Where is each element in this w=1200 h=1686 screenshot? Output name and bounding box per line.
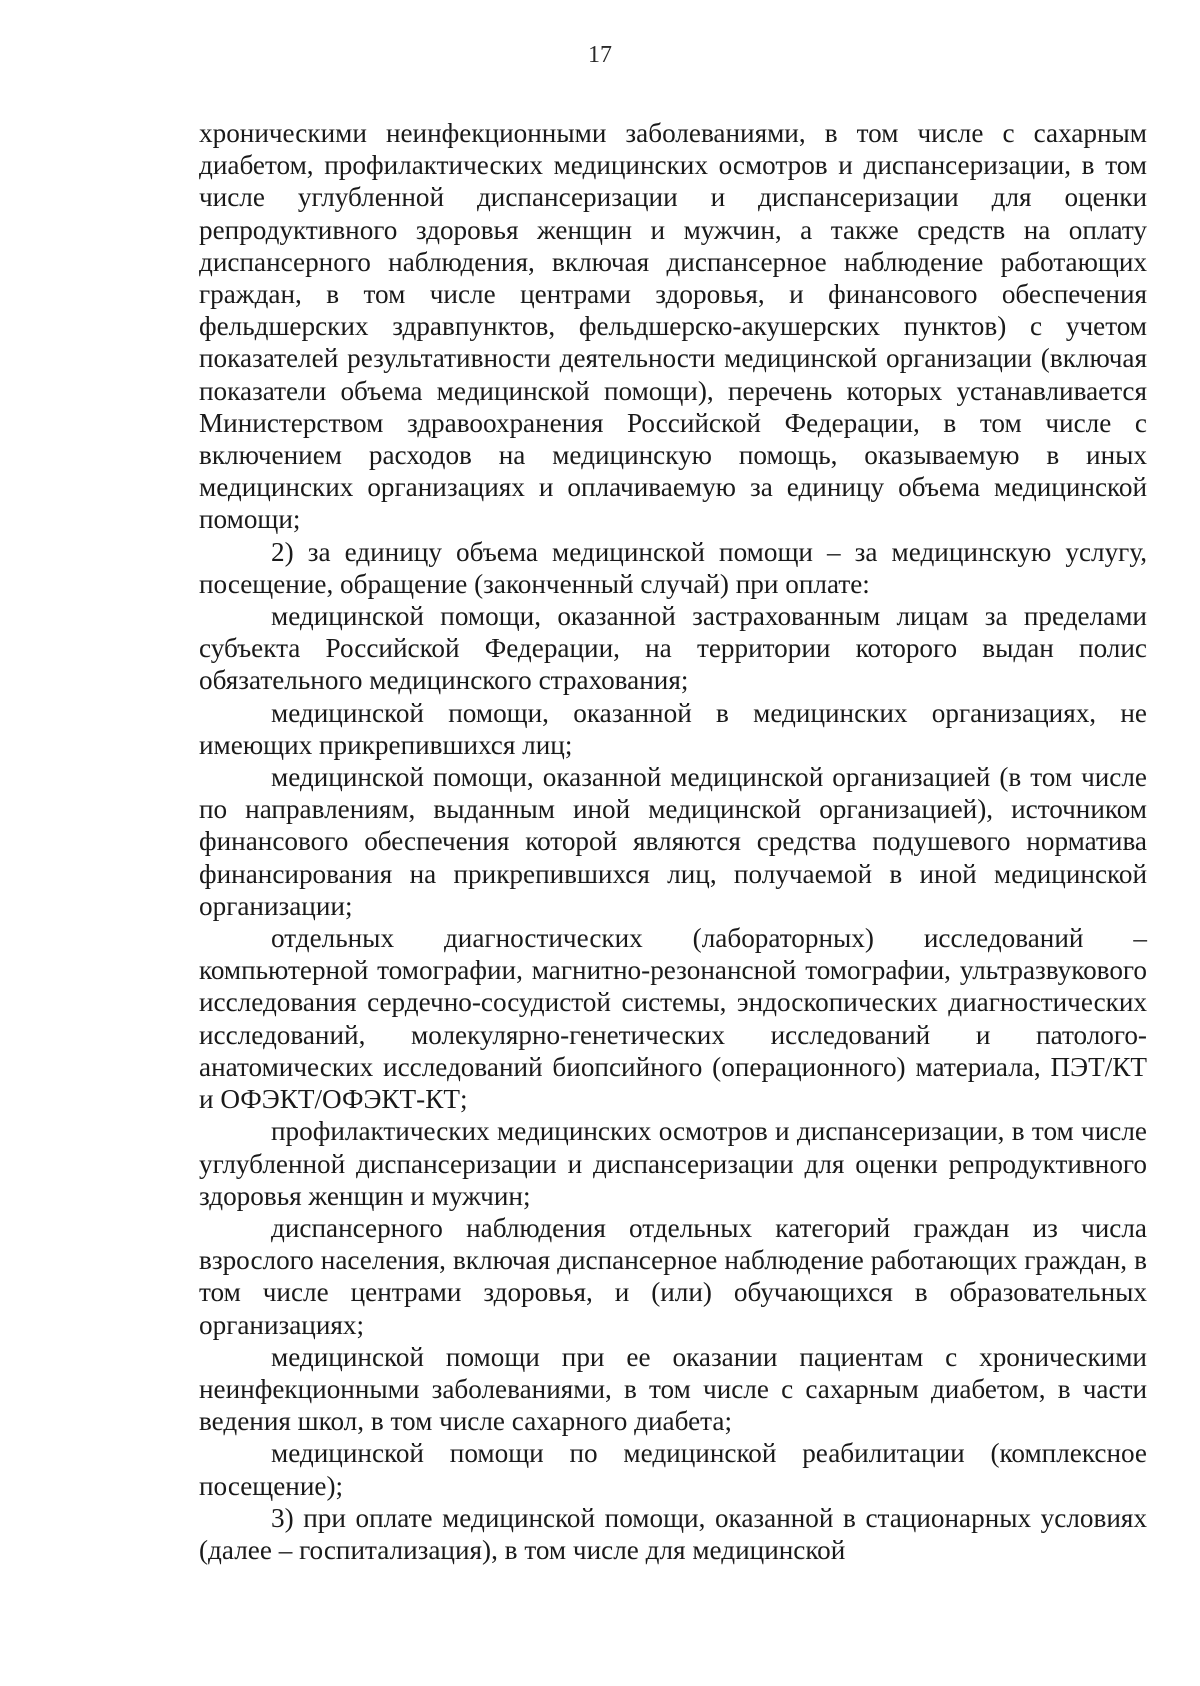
paragraph-1: хроническими неинфекционными заболеваниями, в том числе с сахарным диабетом, профилактических медицинских осмотров и диспансеризации, в том числе углубленной диспансеризации и диспансеризации для оценки репродуктивного здоровья женщин и мужчин, а также средств на оплату диспансерного наблюдения, включая диспансерное наблюдение работающих граждан, в том числе центрами здоровья, и финансового обеспечения фельдшерских здравпунктов, фельдшерско-акушерских пунктов) с учетом показателей результативности деятельности медицинской организации (включая показатели объема медицинской помощи), перечень которых устанавливается Министерством здравоохранения Российской Федерации, в том числе с включением расходов на медицинскую помощь, оказываемую в иных медицинских организациях и оплачиваемую за единицу объема медицинской помощи;	[199, 118, 1147, 535]
paragraph-2: 2) за единицу объема медицинской помощи – за медицинскую услугу, посещение, обращение (законченный случай) при оплате:	[199, 536, 1147, 599]
document-body	[199, 117, 1147, 1566]
paragraph-9: медицинской помощи при ее оказании пациентам с хроническими неинфекционными заболеваниями, в том числе с сахарным диабетом, в части ведения школ, в том числе сахарного диабета;	[199, 1341, 1147, 1437]
paragraph-3: медицинской помощи, оказанной застрахованным лицам за пределами субъекта Российской Федерации, на территории которого выдан полис обязательного медицинского страхования;	[199, 601, 1147, 696]
paragraph-8: диспансерного наблюдения отдельных категорий граждан из числа взрослого населения, включая диспансерное наблюдение работающих граждан, в том числе центрами здоровья, и (или) обучающихся в образовательных организациях;	[199, 1212, 1147, 1340]
paragraph-6: отдельных диагностических (лабораторных) исследований – компьютерной томографии, магнитно-резонансной томографии, ультразвукового исследования сердечно-сосудистой системы, эндоскопических диагностических исследований, молекулярно-генетических исследований и патолого-анатомических исследований биопсийного (операционного) материала, ПЭТ/КТ и ОФЭКТ/ОФЭКТ-КТ;	[199, 923, 1147, 1115]
page-number: 17	[588, 42, 612, 68]
paragraph-5: медицинской помощи, оказанной медицинской организацией (в том числе по направлениям, выданным иной медицинской организацией), источником финансового обеспечения которой являются средства подушевого норматива финансирования на прикрепившихся лиц, получаемой в иной медицинской организации;	[199, 762, 1147, 921]
paragraph-11: 3) при оплате медицинской помощи, оказанной в стационарных условиях (далее – госпитализация), в том числе для медицинской	[199, 1502, 1147, 1565]
paragraph-4: медицинской помощи, оказанной в медицинских организациях, не имеющих прикрепившихся лиц;	[199, 697, 1147, 760]
paragraph-7: профилактических медицинских осмотров и диспансеризации, в том числе углубленной диспансеризации и диспансеризации для оценки репродуктивного здоровья женщин и мужчин;	[199, 1116, 1147, 1211]
paragraph-10: медицинской помощи по медицинской реабилитации (комплексное посещение);	[199, 1438, 1147, 1501]
